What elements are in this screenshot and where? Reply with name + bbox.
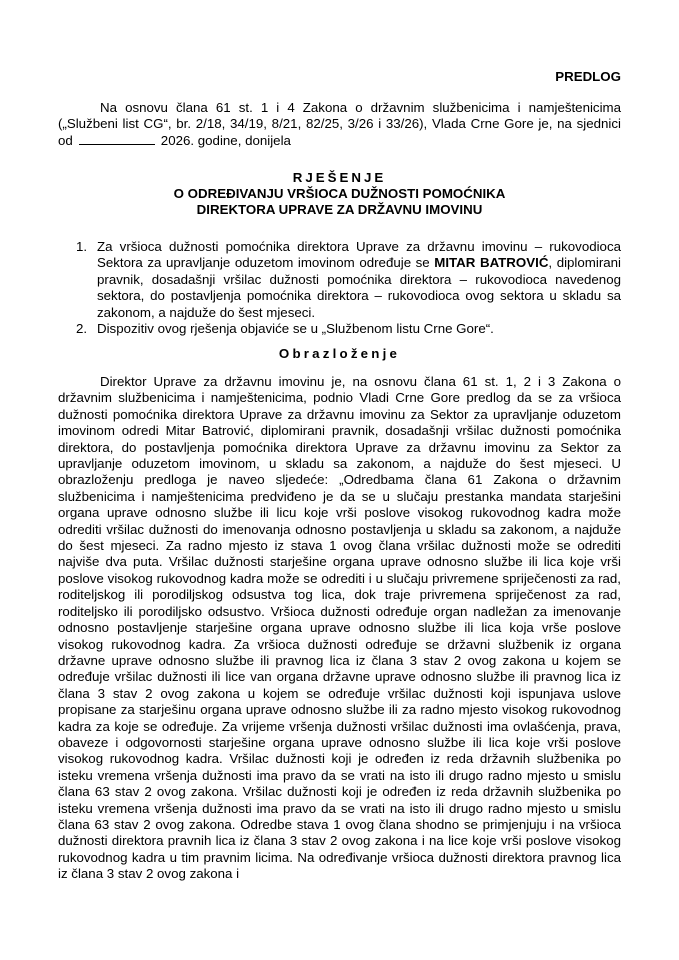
decision-title [0, 170, 679, 219]
appointee-name: MITAR BATROVIĆ [434, 255, 549, 271]
obrazlozenje-paragraph: Direktor Uprave za državnu imovinu je, na osnovu člana 61 st. 1, 2 i 3 Zakona o državnim službenicima i namještenicima, podnio Vladi Crne Gore predlog da se za vršioca dužnosti pomoćnika direktora Uprave za državnu imovinu za Sektor za upravljanje oduzetom imovinom odredi Mitar Batrović, diplomirani pravnik, dosadašnji vršilac dužnosti pomoćnika direktora, do postavljenja pomoćnika direktora Uprave za državnu imovinu za Sektor za upravljanje oduzetom imovinom, u skladu sa zakonom, a najduže do šest mjeseci. U obrazloženju predloga je naveo sljedeće: „Odredbama člana 61 Zakona o državnim službenicima i namještenicima predviđeno je da se u slučaju prestanka mandata starješini organa uprave odnosno službe ili licu koje vrši poslove visokog rukovodnog kadra može odrediti vršilac dužnosti do imenovanja odnosno postavljenja u skladu sa zakonom, a najduže do šest mjeseci. Za radno mjesto iz stava 1 ovog člana vršilac dužnosti može se odrediti najviše dva puta. Vršilac dužnosti starješine organa uprave odnosno službe ili lica koje vrši poslove visokog rukovodnog kadra može se odrediti i u slučaju privremene spriječenosti za rad, roditeljskog ili porodiljskog odsustva tog lica, dok traje privremena spriječenost za rad, roditeljsko ili porodiljsko odsustvo. Vršioca dužnosti određuje organ nadležan za imenovanje odnosno postavljenje starješine organa uprave odnosno službe ili lica koja vrše poslove visokog rukovodnog kadra. Za vršioca dužnosti određuje se državni službenik iz organa državne uprave odnosno službe ili pravnog lica iz člana 3 stav 2 ovog zakona u kojem se određuje vršilac dužnosti ili lice van organa državne uprave odnosno službe ili pravnog lica iz člana 3 stav 2 ovog zakona u kojem se određuje vršilac dužnosti koji ispunjava uslove propisane za starješinu organa uprave odnosno službe ili za radno mjesto visokog rukovodnog kadra za koje se određuje. Za vrijeme vršenja dužnosti vršilac dužnosti ima ovlašćenja, prava, obaveze i odgovornosti starješine organa uprave odnosno službe ili lica koje vrši poslove visokog rukovodnog kadra. Vršilac dužnosti koji je određen iz reda državnih službenika po isteku vremena vršenja dužnosti ima pravo da se vrati na isto ili drugo radno mjesto u smislu člana 63 stav 2 ovog zakona. Vršilac dužnosti koji je određen iz reda državnih službenika po isteku vremena vršenja dužnosti ima pravo da se vrati na isto ili drugo radno mjesto u smislu člana 63 stav 2 ovog zakona. Odredbe stava 1 ovog člana shodno se primjenjuju i na vršioca dužnosti direktora pravnih lica iz člana 3 stav 2 ovog zakona i na lice koje vrši poslove visokog rukovodnog kadra u tim pravnim licima. Na određivanje vršioca dužnosti direktora pravnog lica iz člana 3 stav 2 ovog zakona i [58, 374, 621, 882]
list-item-text: Dispozitiv ovog rješenja objaviće se u „Službenom listu Crne Gore“. [97, 321, 494, 337]
list-item-text-after: , diplomirani pravnik, dosadašnji vršilac dužnosti pomoćnika direktora – rukovodioca navedenog sektora, do postavljenja pomoćnika direktora – rukovodioca ovog sektora u skladu sa zakonom, a najduže do šest mjeseci. [97, 255, 621, 320]
intro-text-before: Na osnovu člana 61 st. 1 i 4 Zakona o državnim službenicima i namještenicima („Službeni list CG“, br. 2/18, 34/19, 8/21, 82/25, 3/26 i 33/26), Vlada Crne Gore je, na sjednici od [58, 100, 621, 148]
predlog-label: PREDLOG [555, 69, 621, 84]
title-subject-line2: DIREKTORA UPRAVE ZA DRŽAVNU IMOVINU [196, 202, 483, 218]
title-rjesenje: RJEŠENJE [292, 170, 387, 185]
list-item [58, 239, 621, 321]
obrazlozenje-body [58, 374, 621, 883]
title-subject-line1: O ODREĐIVANJU VRŠIOCA DUŽNOSTI POMOĆNIKA [173, 186, 506, 202]
intro-text-after: 2026. godine, donijela [160, 132, 291, 148]
list-item-text: Za vršioca dužnosti pomoćnika direktora Uprave za državnu imovinu – rukovodioca Sektora za upravljanje oduzetom imovinom određuje se [97, 239, 621, 271]
date-blank-line [79, 133, 155, 145]
list-item-number: 2. [76, 321, 88, 337]
list-item-number: 1. [76, 239, 88, 254]
disposition-list [58, 239, 621, 337]
intro-paragraph [58, 100, 621, 149]
obrazlozenje-heading: Obrazloženje [278, 346, 401, 361]
list-item [58, 321, 621, 337]
